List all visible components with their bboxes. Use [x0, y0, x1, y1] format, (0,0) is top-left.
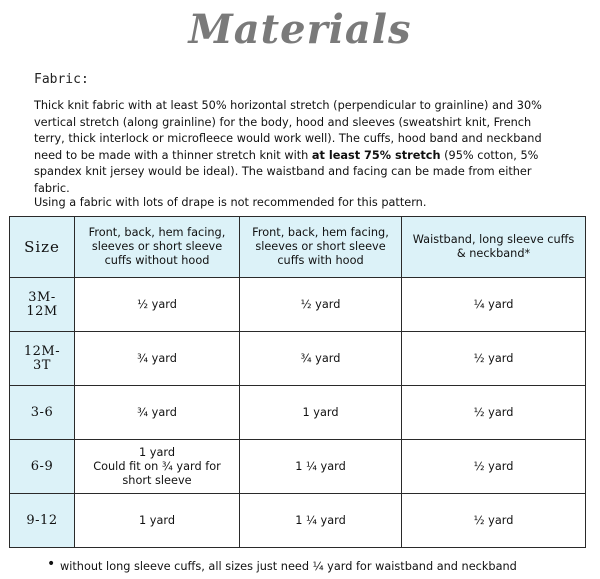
footnote-text: without long sleeve cuffs, all sizes just need ¼ yard for waistband and neckband [60, 560, 517, 573]
yardage-without-hood: ¾ yard [75, 332, 240, 386]
fabric-description-bold: at least 75% stretch [311, 148, 441, 162]
page-title: Materials [188, 6, 412, 53]
yardage-with-hood: 1 ¼ yard [240, 440, 402, 494]
table-row [10, 494, 586, 548]
header-size: Size [10, 217, 75, 278]
yardage-value: 1 yard [138, 445, 175, 459]
table-header-row [10, 217, 586, 278]
fabric-description [34, 98, 558, 197]
yardage-table [9, 216, 586, 548]
footnote-bullet: • [47, 556, 56, 572]
header-with-hood: Front, back, hem facing, sleeves or short sleeve cuffs with hood [240, 217, 402, 278]
size-cell: 9-12 [10, 494, 75, 548]
fabric-description-tail: (95% cotton, 5% spandex knit jersey would be ideal). The waistband and facing can be made from either fabric. [34, 148, 539, 195]
yardage-without-hood: ¾ yard [75, 386, 240, 440]
yardage-waistband: ½ yard [402, 332, 586, 386]
yardage-with-hood: ½ yard [240, 278, 402, 332]
fabric-description-lead: Thick knit fabric with at least 50% horizontal stretch (perpendicular to grainline) and 30% vertical stretch (along grainline) for the body, hood and sleeves (sweatshirt knit, French terry, thick interlock or microfleece would work well). The cuffs, hood band and neckband need to be made with a thinner stretch knit with [34, 99, 542, 162]
drape-note: Using a fabric with lots of drape is not recommended for this pattern. [34, 196, 427, 209]
table-row [10, 278, 586, 332]
yardage-with-hood: 1 yard [240, 386, 402, 440]
yardage-waistband: ¼ yard [402, 278, 586, 332]
yardage-waistband: ½ yard [402, 386, 586, 440]
yardage-without-hood: 1 yard [75, 494, 240, 548]
size-cell: 12M-3T [10, 332, 75, 386]
yardage-without-hood: ½ yard [75, 278, 240, 332]
size-cell: 3-6 [10, 386, 75, 440]
yardage-note: Could fit on ¾ yard for short sleeve [93, 459, 221, 487]
yardage-waistband: ½ yard [402, 494, 586, 548]
size-cell: 6-9 [10, 440, 75, 494]
header-waistband: Waistband, long sleeve cuffs & neckband* [402, 217, 586, 278]
yardage-without-hood [75, 440, 240, 494]
table-row [10, 440, 586, 494]
header-without-hood: Front, back, hem facing, sleeves or short sleeve cuffs without hood [75, 217, 240, 278]
size-cell: 3M-12M [10, 278, 75, 332]
yardage-waistband: ½ yard [402, 440, 586, 494]
table-row [10, 332, 586, 386]
yardage-with-hood: 1 ¼ yard [240, 494, 402, 548]
table-row [10, 386, 586, 440]
yardage-with-hood: ¾ yard [240, 332, 402, 386]
fabric-section-label: Fabric: [34, 72, 89, 87]
